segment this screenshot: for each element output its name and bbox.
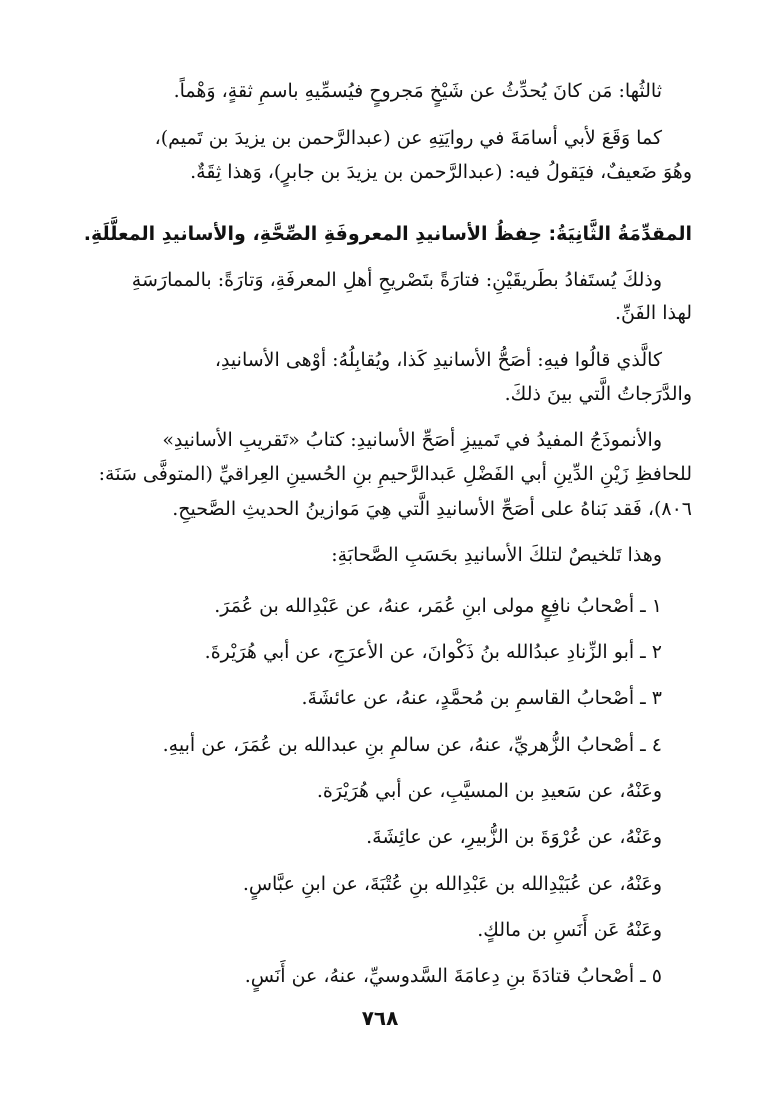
text-line: والأنموذَجُ المفيدُ في تَمييزِ أصَحِّ الأسانيدِ: كتابُ «تَقريبِ الأسانيدِ»: [162, 429, 662, 451]
list-item: ١ ـ أصْحابُ نافِعٍ مولى ابنِ عُمَر، عنهُ، عن عَبْدِالله بن عُمَرَ.: [214, 595, 662, 617]
list-item: ٤ ـ أصْحابُ الزُّهريِّ، عنهُ، عن سالمِ بنِ عبدالله بن عُمَرَ، عن أبيهِ.: [162, 734, 662, 756]
section-heading: المقدِّمَةُ الثَّانِيَةُ: حِفظُ الأسانيدِ المعروفَةِ الصِّحَّةِ، والأسانيدِ المعلَّلَةِ.: [83, 223, 692, 245]
text-line: كالَّذي قالُوا فيهِ: أصَحُّ الأسانيدِ كَذا، ويُقابِلُهُ: أوْهى الأسانيدِ،: [214, 349, 662, 371]
text-line: وهذا تَلخيصٌ لتلكَ الأسانيدِ بحَسَبِ الصَّحابَةِ:: [331, 544, 662, 566]
list-item: ٣ ـ أصْحابُ القاسمِ بن مُحمَّدٍ، عنهُ، عن عائشَةَ.: [301, 687, 662, 709]
page-number: ٧٦٨: [361, 1006, 399, 1030]
text-line: وهُوَ ضَعيفٌ، فيَقولُ فيه: (عبدالرَّحمن بن يزيدَ بن جابرٍ)، وَهذا ثِقَةٌ.: [190, 161, 692, 183]
list-item: وعَنْهُ، عن سَعيدِ بن المسيَّبِ، عن أبي هُرَيْرَة.: [316, 780, 662, 802]
text-line: ٨٠٦)، فَقد بَناهُ على أصَحِّ الأسانيدِ الَّتي هِيَ مَوازينُ الحديثِ الصَّحيحِ.: [172, 498, 692, 520]
text-line: وذلكَ يُستَفادُ بطَريقَيْنِ: فتارَةً بتَصْريحِ أهلِ المعرفَةِ، وَتارَةً: بالممارَسَةِ: [131, 269, 662, 291]
text-line: ثالثُها: مَن كانَ يُحدِّثُ عن شَيْخٍ مَجروحٍ فيُسمِّيهِ باسمِ ثقةٍ، وَهْماً.: [173, 80, 662, 102]
list-item: وعَنْهُ، عن عُرْوَةَ بن الزُّبيرِ، عن عائِشَةَ.: [366, 826, 662, 848]
text-line: كما وَقَعَ لأبي أسامَةَ في روايَتِهِ عن (عبدالرَّحمن بن يزيدَ بن تَميم)،: [154, 127, 662, 149]
text-line: لهذا الفَنِّ.: [614, 302, 692, 324]
list-item: ٥ ـ أصْحابُ قتادَةَ بنِ دِعامَةَ السَّدوسيِّ، عنهُ، عن أَنَسٍ.: [244, 965, 662, 987]
list-item: وعَنْهُ، عن عُبَيْدِالله بن عَبْدِالله بنِ عُتْبَةَ، عن ابنِ عبَّاسٍ.: [242, 873, 662, 895]
text-line: للحافظِ زَيْنِ الدِّينِ أبي الفَضْلِ عَبدالرَّحيمِ بنِ الحُسينِ العِراقيِّ (المتوفَّى سَنَة:: [98, 463, 692, 485]
list-item: وعَنْهُ عَن أَنَسِ بن مالكٍ.: [477, 919, 662, 941]
list-item: ٢ ـ أبو الزِّنادِ عبدُالله بنُ ذَكْوانَ، عن الأعرَجِ، عن أبي هُرَيْرةَ.: [204, 641, 662, 663]
text-line: والدَّرَجاتُ الَّتي بينَ ذلكَ.: [504, 383, 692, 405]
